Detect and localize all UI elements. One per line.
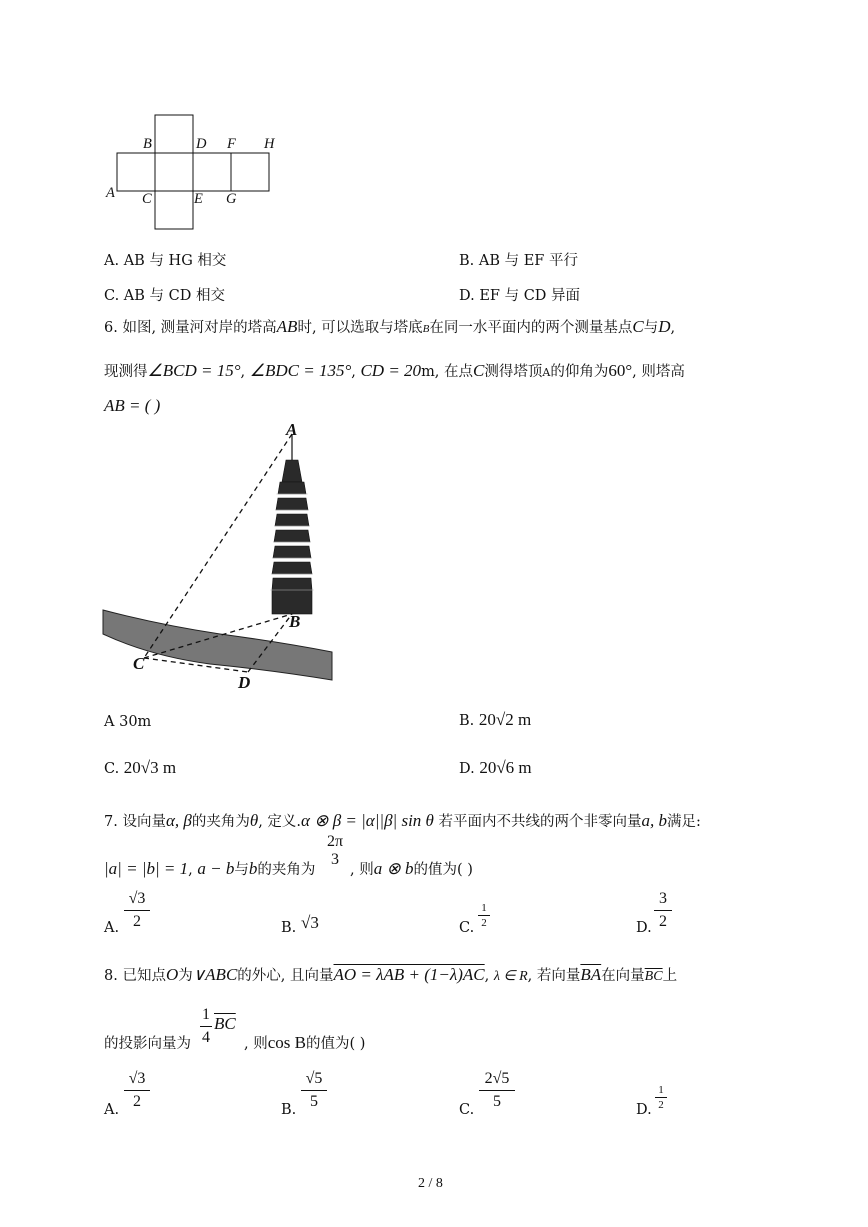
- net-label-f: F: [227, 136, 236, 152]
- q6-line2: 现测得∠BCD = 15°, ∠BDC = 135°, CD = 20m, 在点C测得塔顶A的仰角为60°, 则塔高: [104, 361, 685, 380]
- q7-option-d-frac: 3 2: [654, 890, 672, 931]
- q8-line2-tail: , 则cos B的值为( ): [244, 1033, 366, 1052]
- q7-line2: |a| = |b| = 1, a − b与b的夹角为: [104, 859, 316, 878]
- tower-label-d: D: [238, 673, 251, 692]
- q8-projection-vector: $\overline{BC}$: [214, 1014, 236, 1033]
- q5-option-a: A. AB 与 HG 相交: [104, 253, 227, 269]
- q7-option-c-frac: 1 2: [478, 902, 490, 929]
- q6-line1: 6. 如图, 测量河对岸的塔高AB时, 可以选取与塔底B在同一水平面内的两个测量基点C与D,: [104, 317, 676, 336]
- q7-option-a-letter: A.: [104, 920, 120, 936]
- q5-option-b: B. AB 与 EF 平行: [459, 253, 578, 269]
- q8-projection-fraction: 1 4: [202, 1006, 210, 1046]
- net-label-g: G: [226, 191, 237, 207]
- tower-label-a: A: [286, 420, 298, 439]
- q8-option-c-frac: 2√5 5: [479, 1070, 515, 1111]
- q5-option-d: D. EF 与 CD 异面: [459, 288, 581, 304]
- q8-option-d-frac: 1 2: [655, 1084, 667, 1111]
- q8-line1: 8. 已知点O为∨ABC的外心, 且向量AO = λAB + (1−λ)AC, λ ∈ R, 若向量$\overline{BA}$在向量$\overline{BC}$上: [104, 965, 678, 984]
- net-label-b: B: [143, 136, 152, 152]
- page-number: 2 / 8: [418, 1176, 443, 1191]
- q8-option-c-letter: C.: [459, 1102, 475, 1118]
- net-label-c: C: [142, 191, 152, 207]
- q8-option-d-letter: D.: [636, 1102, 652, 1118]
- net-label-e: E: [194, 191, 203, 207]
- q7-option-a-frac: √3 2: [124, 890, 150, 931]
- net-label-d: D: [196, 136, 207, 152]
- q6-option-c: C. 20√3 m: [104, 758, 177, 777]
- q6-option-b: B. 20√2 m: [459, 710, 532, 729]
- q7-line1: 7. 设向量α, β的夹角为θ, 定义.α ⊗ β = |α||β| sin θ 若平面内不共线的两个非零向量a, b满足:: [104, 811, 701, 830]
- q5-option-c: C. AB 与 CD 相交: [104, 288, 225, 304]
- q8-option-a-frac: √3 2: [124, 1070, 150, 1111]
- tower-label-b: B: [289, 612, 301, 631]
- net-label-h: H: [264, 136, 275, 152]
- q8-line2-prefix: 的投影向量为: [104, 1036, 191, 1052]
- tower-label-c: C: [133, 654, 145, 673]
- net-label-a: A: [106, 185, 115, 201]
- cube-net-figure: [100, 110, 300, 235]
- q6-option-d: D. 20√6 m: [459, 758, 532, 777]
- q6-line3: AB = ( ): [104, 396, 161, 415]
- q7-option-d-letter: D.: [636, 920, 652, 936]
- q8-option-b-letter: B.: [281, 1102, 297, 1118]
- q7-option-b-value: √3: [301, 913, 319, 932]
- q7-line2-tail: , 则a ⊗ b的值为( ): [350, 859, 473, 878]
- q7-option-b-letter: B.: [281, 920, 297, 936]
- q7-option-c-letter: C.: [459, 920, 475, 936]
- q8-option-a-letter: A.: [104, 1102, 120, 1118]
- q6-option-a: A 30m: [104, 714, 152, 730]
- q7-angle-fraction: 2π 3: [326, 833, 344, 868]
- q8-option-b-frac: √5 5: [301, 1070, 327, 1111]
